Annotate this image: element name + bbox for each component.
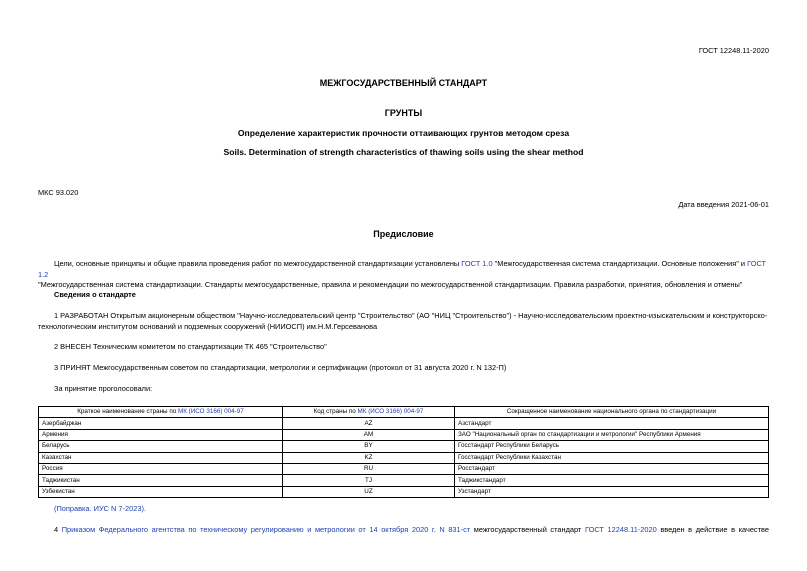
interstate-standard-title: МЕЖГОСУДАРСТВЕННЫЙ СТАНДАРТ xyxy=(319,78,488,88)
code-cell: UZ xyxy=(283,486,455,497)
country-cell: Узбекистан xyxy=(39,486,283,497)
amendment-link[interactable]: (Поправка. ИУС N 7-2023). xyxy=(54,504,146,513)
body-cell: Госстандарт Республики Казахстан xyxy=(455,452,769,463)
code-cell: AZ xyxy=(283,418,455,429)
country-cell: Казахстан xyxy=(39,452,283,463)
body-cell: Таджикстандарт xyxy=(455,475,769,486)
table-row xyxy=(39,418,769,429)
voted-label: За принятие проголосовали: xyxy=(54,384,153,393)
gost-12248-11-link[interactable]: ГОСТ 12248.11-2020 xyxy=(584,525,657,534)
code-cell: AM xyxy=(283,429,455,440)
country-cell: Армения xyxy=(39,429,283,440)
mk-iso-link[interactable]: МК (ИСО 3166) 004-97 xyxy=(177,408,244,416)
foreword-heading: Предисловие xyxy=(373,229,434,239)
header-country-text: Краткое наименование страны по xyxy=(77,408,178,416)
item-2: 2 ВНЕСЕН Техническим комитетом по стандартизации ТК 465 "Строительство" xyxy=(54,342,327,351)
foreword-text-1: Цели, основные принципы и общие правила проведения работ по межгосударственной стандартизации установлены xyxy=(54,259,462,268)
body-cell: Госстандарт Республики Беларусь xyxy=(455,441,769,452)
item-1 xyxy=(38,311,769,332)
country-cell: Азербайджан xyxy=(39,418,283,429)
subject-title: ГРУНТЫ xyxy=(384,108,423,118)
code-cell: KZ xyxy=(283,452,455,463)
body-cell: Росстандарт xyxy=(455,463,769,474)
country-cell: Беларусь xyxy=(39,441,283,452)
standard-name-en: Soils. Determination of strength characteristics of thawing soils using the shear method xyxy=(223,147,584,157)
foreword-text-3: "Межгосударственная система стандартизации. Стандарты межгосударственные, правила и рекомендации по межгосударственной стандартизации. Правила разработки, принятия, обновления и отмены" xyxy=(38,280,743,289)
body-cell: Азстандарт xyxy=(455,418,769,429)
table-row xyxy=(39,475,769,486)
gost-reference: ГОСТ 12248.11-2020 xyxy=(698,46,769,55)
table-row xyxy=(39,452,769,463)
country-cell: Таджикистан xyxy=(39,475,283,486)
item-1-line-2: технологическим институтом оснований и подземных сооружений (НИИОСП) им.Н.М.Герсеванова xyxy=(38,321,378,331)
item-4 xyxy=(54,525,769,534)
item-3: 3 ПРИНЯТ Межгосударственным советом по стандартизации, метрологии и сертификации (протокол от 31 августа 2020 г. N 132-П) xyxy=(54,363,507,372)
item-4-text: межгосударственный стандарт xyxy=(470,525,585,534)
date-of-introduction: Дата введения 2021-06-01 xyxy=(678,200,769,209)
gost-1-2-link[interactable]: ГОСТ 1.2 xyxy=(38,259,767,279)
header-code xyxy=(283,407,455,418)
code-cell: RU xyxy=(283,463,455,474)
table-row xyxy=(39,429,769,440)
header-body: Сокращенное наименование национального органа по стандартизации xyxy=(455,407,769,418)
table-header-row xyxy=(39,407,769,418)
code-cell: BY xyxy=(283,441,455,452)
countries-table xyxy=(38,406,769,498)
country-cell: Россия xyxy=(39,463,283,474)
table-row xyxy=(39,441,769,452)
info-heading: Сведения о стандарте xyxy=(54,290,136,299)
item-4-end: введен в действие в качестве xyxy=(656,525,769,534)
item-4-number: 4 xyxy=(54,525,62,534)
body-cell: Узстандарт xyxy=(455,486,769,497)
foreword-text-2: "Межгосударственная система стандартизации. Основные положения" и xyxy=(492,259,748,268)
standard-name-ru: Определение характеристик прочности оттаивающих грунтов методом среза xyxy=(237,128,570,138)
item-1-line-1: 1 РАЗРАБОТАН Открытым акционерным обществом "Научно-исследовательский центр "Строительство" (АО "НИЦ "Строительство") - Научно-исследовательским проектно-изыскательским и конструкторско- xyxy=(54,311,768,320)
header-code-text: Код страны по xyxy=(313,408,358,416)
body-cell: ЗАО "Национальный орган по стандартизации и метрологии" Республики Армения xyxy=(455,429,769,440)
foreword-paragraph xyxy=(38,259,769,291)
header-country xyxy=(39,407,283,418)
table-row xyxy=(39,463,769,474)
gost-1-0-link[interactable]: ГОСТ 1.0 xyxy=(461,259,493,268)
rosstandart-order-link[interactable]: Приказом Федерального агентства по техническому регулированию и метрологии от 14 октября 2020 г. N 831-ст xyxy=(61,525,471,534)
mks-code: МКС 93.020 xyxy=(38,188,79,197)
table-row xyxy=(39,486,769,497)
code-cell: TJ xyxy=(283,475,455,486)
mk-iso-link[interactable]: МК (ИСО 3166) 004-97 xyxy=(357,408,424,416)
